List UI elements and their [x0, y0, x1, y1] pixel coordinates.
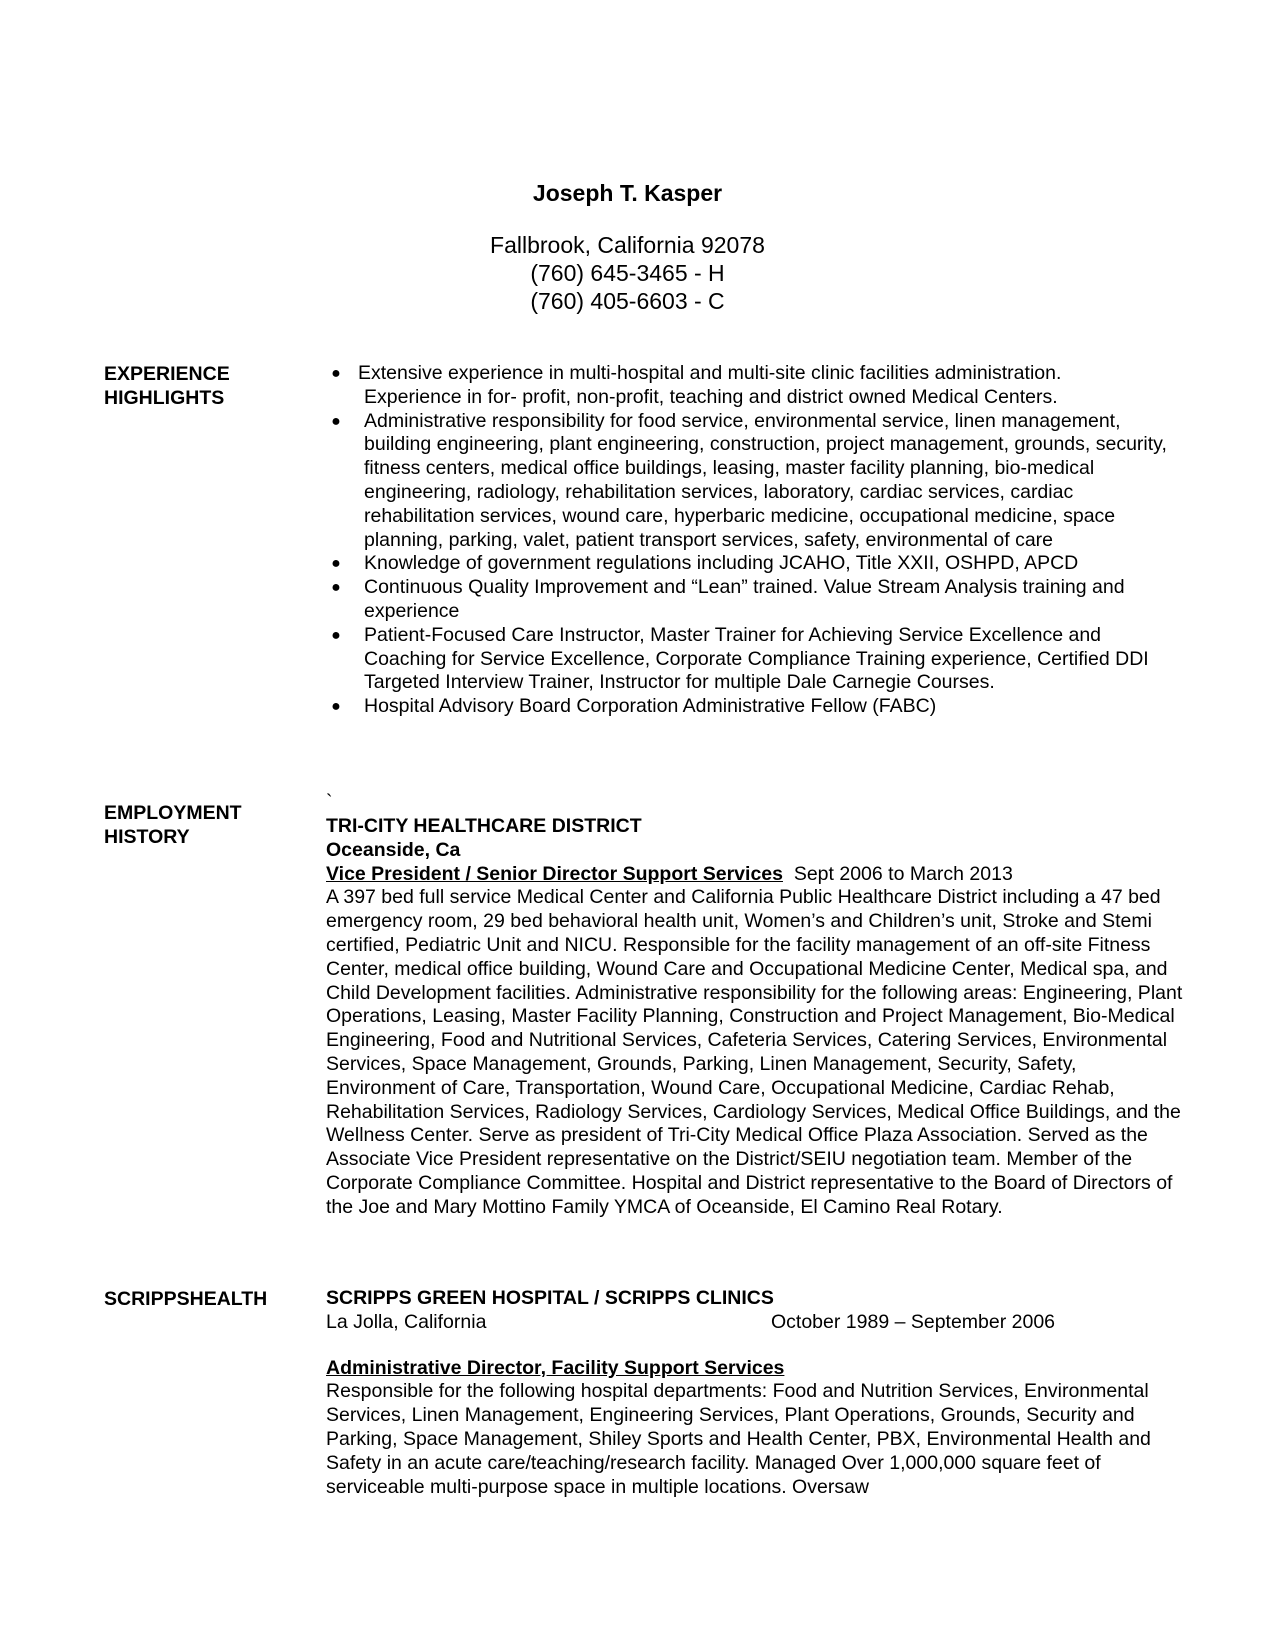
- phone-cell: (760) 405-6603 - C: [530, 288, 725, 314]
- contact-block: [0, 231, 1275, 315]
- highlight-bullet: ● Patient-Focused Care Instructor, Master Trainer for Achieving Service Excellence and Coaching for Service Excellence, Corporate Compliance Training experience, Certified DDI Targeted Interview Trainer, Instructor for multiple Dale Carnegie Courses.: [326, 624, 1186, 695]
- location-dates-row: [326, 1311, 1186, 1335]
- employer-location: La Jolla, California: [326, 1310, 487, 1333]
- bullet-icon: ●: [331, 579, 341, 597]
- highlight-bullet: ● Extensive experience in multi-hospital and multi-site clinic facilities administration. Experience in for- profit, non-profit, teaching and district owned Medical Centers.: [326, 362, 1186, 410]
- bullet-icon: ●: [331, 365, 341, 382]
- employment-tricity: [326, 791, 1186, 1220]
- employer-location: Oceanside, Ca: [326, 838, 461, 861]
- spacer: [326, 1335, 1186, 1357]
- job-title: Administrative Director, Facility Support Services: [326, 1356, 785, 1379]
- resume-header: [0, 177, 1275, 315]
- role-line: [326, 863, 1186, 887]
- job-dates: Sept 2006 to March 2013: [782, 862, 1013, 885]
- experience-section-label: EXPERIENCE HIGHLIGHTS: [104, 363, 230, 409]
- highlight-bullet: ● Hospital Advisory Board Corporation Administrative Fellow (FABC): [326, 695, 1186, 719]
- job-dates: October 1989 – September 2006: [771, 1310, 1056, 1333]
- highlight-bullet: ● Knowledge of government regulations including JCAHO, Title XXII, OSHPD, APCD: [326, 552, 1186, 576]
- address: Fallbrook, California 92078: [490, 232, 765, 258]
- highlight-bullet: ● Continuous Quality Improvement and “Lean” trained. Value Stream Analysis training and experience: [326, 576, 1186, 624]
- phone-home: (760) 645-3465 - H: [530, 260, 725, 286]
- job-description: A 397 bed full service Medical Center and California Public Healthcare District including a 47 bed emergency room, 29 bed behavioral health unit, Women’s and Children’s unit, Stroke and Stemi certified, Pediatric Unit and NICU. Responsible for the facility management of an off-site Fitness Center, medical office building, Wound Care and Occupational Medicine Center, Medical spa, and Child Development facilities. Administrative responsibility for the following areas: Engineering, Plant Operations, Leasing, Master Facility Planning, Construction and Project Management, Bio-Medical Engineering, Food and Nutritional Services, Cafeteria Services, Catering Services, Environmental Services, Space Management, Grounds, Parking, Linen Management, Security, Safety, Environment of Care, Transportation, Wound Care, Occupational Medicine, Cardiac Rehab, Rehabilitation Services, Radiology Services, Cardiology Services, Medical Office Buildings, and the Wellness Center. Serve as president of Tri-City Medical Office Plaza Association. Served as the Associate Vice President representative on the District/SEIU negotiation team. Member of the Corporate Compliance Committee. Hospital and District representative to the Board of Directors of the Joe and Mary Mottino Family YMCA of Oceanside, El Camino Real Rotary.: [326, 886, 1183, 1218]
- bullet-icon: ●: [331, 555, 341, 573]
- employer-name: SCRIPPS GREEN HOSPITAL / SCRIPPS CLINICS: [326, 1287, 774, 1309]
- employment-section-label: EMPLOYMENT HISTORY: [104, 802, 242, 848]
- employment-scripps: [326, 1287, 1186, 1499]
- experience-highlights: [326, 362, 1186, 719]
- job-description: Responsible for the following hospital departments: Food and Nutrition Services, Environmental Services, Linen Management, Engineering Services, Plant Operations, Grounds, Security and Parking, Space Management, Shiley Sports and Health Center, PBX, Environmental Health and Safety in an acute care/teaching/research facility. Managed Over 1,000,000 square feet of serviceable multi-purpose space in multiple locations. Oversaw: [326, 1380, 1151, 1498]
- bullet-icon: ●: [331, 698, 341, 716]
- candidate-name: Joseph T. Kasper: [532, 180, 723, 206]
- stray-mark: `: [326, 791, 333, 813]
- scripps-section-label: SCRIPPSHEALTH: [104, 1288, 268, 1310]
- job-title: Vice President / Senior Director Support Services: [326, 862, 783, 885]
- employer-name: TRI-CITY HEALTHCARE DISTRICT: [326, 815, 642, 837]
- bullet-icon: ●: [331, 412, 341, 430]
- bullet-icon: ●: [331, 626, 341, 644]
- highlight-bullet: ● Administrative responsibility for food service, environmental service, linen management, building engineering, plant engineering, construction, project management, grounds, security, fitness centers, medical office buildings, leasing, master facility planning, bio-medical engineering, radiology, rehabilitation services, laboratory, cardiac services, cardiac rehabilitation services, wound care, hyperbaric medicine, occupational medicine, space planning, parking, valet, patient transport services, safety, environmental of care: [326, 410, 1186, 553]
